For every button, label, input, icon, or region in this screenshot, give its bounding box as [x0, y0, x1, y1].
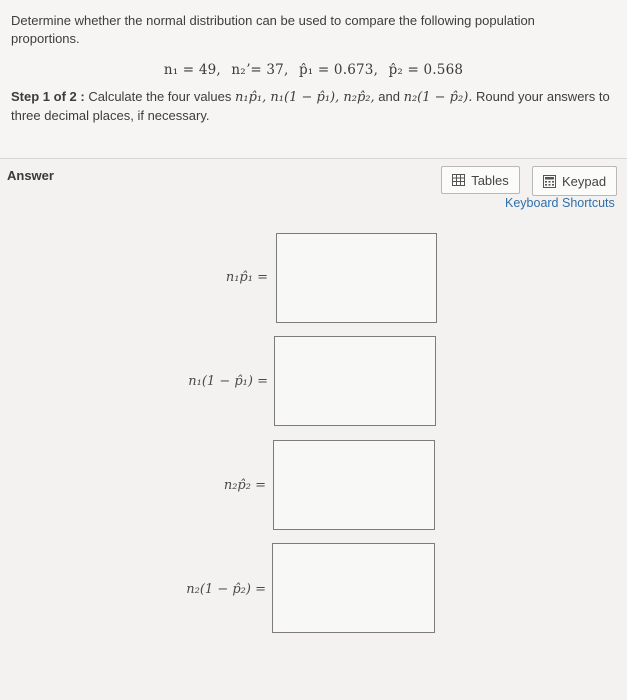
- field-label-n1p1: n₁p̂₁ =: [225, 270, 268, 285]
- given-n2: n₂ʼ= 37,: [231, 62, 289, 78]
- question-panel: [0, 0, 627, 159]
- keypad-button[interactable]: [532, 166, 617, 196]
- field-label-n1-one-minus-p1: n₁(1 − p̂₁) =: [188, 374, 268, 389]
- answer-label: Answer: [7, 168, 54, 183]
- field-label-n2-one-minus-p2: n₂(1 − p̂₂) =: [186, 582, 266, 597]
- field-label-n2p2: n₂p̂₂ =: [223, 478, 266, 493]
- step-instructions: [11, 88, 611, 125]
- step-text-b: and: [378, 89, 400, 104]
- step-text-a: Calculate the four values: [88, 89, 232, 104]
- given-values: [0, 62, 627, 78]
- answer-input-n2p2[interactable]: [273, 440, 435, 530]
- table-grid-icon: [452, 174, 465, 186]
- step-math: n₁p̂₁, n₁(1 − p̂₁), n₂p̂₂,: [235, 90, 375, 105]
- tables-button[interactable]: [441, 166, 520, 194]
- keyboard-shortcuts-link[interactable]: Keyboard Shortcuts: [505, 196, 615, 210]
- given-p2: p̂₂ = 0.568: [388, 62, 464, 78]
- step-label: Step 1 of 2 :: [11, 89, 85, 104]
- step-text-c: Round your answers to three decimal places, if necessary.: [11, 89, 610, 123]
- tables-button-label: Tables: [471, 172, 509, 188]
- keypad-button-label: Keypad: [561, 173, 607, 189]
- step-math-b: n₂(1 − p̂₂).: [403, 90, 473, 105]
- given-p1: p̂₁ = 0.673,: [298, 62, 379, 78]
- answer-input-n1p1[interactable]: [276, 233, 437, 323]
- answer-input-n1-one-minus-p1[interactable]: [274, 336, 436, 426]
- given-n1: n₁ = 49,: [163, 62, 221, 78]
- answer-input-n2-one-minus-p2[interactable]: [272, 543, 435, 633]
- question-prompt: Determine whether the normal distribution can be used to compare the following population proportions.: [11, 13, 535, 46]
- keypad-icon: [543, 175, 556, 188]
